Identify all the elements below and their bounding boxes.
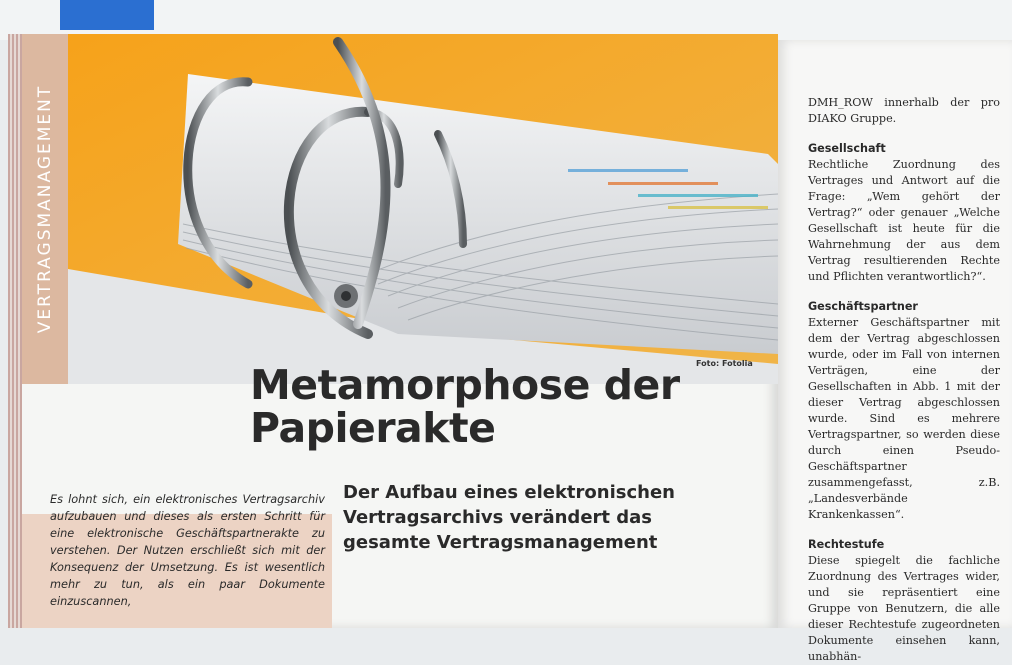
section-text-rechtestufe: Diese spiegelt die fachliche Zuordnung des Vertrages wider, und sie repräsentiert eine Gruppe von Benutzern, die alle dieser Rechtestufe zugeordneten Dokumente einsehen kann, unabhän- <box>808 554 1000 663</box>
right-text-column <box>808 95 1000 665</box>
section-heading-gesellschaft: Gesellschaft <box>808 142 886 155</box>
page-edges <box>8 34 22 628</box>
headline-line-1: Metamorphose der <box>250 361 680 409</box>
article-subheadline: Der Aufbau eines elektronischen Vertragsarchivs verändert das gesamte Vertragsmanagement <box>343 482 675 553</box>
column-opening-text: DMH_ROW innerhalb der pro DIAKO Gruppe. <box>808 96 1000 125</box>
section-heading-rechtestufe: Rechtestufe <box>808 538 885 551</box>
scan-blue-tab <box>60 0 154 30</box>
binder-photo <box>68 34 778 384</box>
photo-credit: Foto: Fotolia <box>696 359 753 368</box>
section-text-geschaeftspartner: Externer Geschäftspartner mit dem der Vertrag abgeschlossen wurde, oder im Fall von internen Verträgen, eine der Gesellschaften in Abb. 1 mit der dieser Vertrag abgeschlossen wurde. Sind es mehrere Vertragspartner, so werden diese durch einen Pseudo-Geschäftspartner zusammengefasst, z.B. „Landesverbände Krankenkassen“. <box>808 316 1000 521</box>
headline-line-2: Papierakte <box>250 404 496 452</box>
section-text-gesellschaft: Rechtliche Zuordnung des Vertrages und Antwort auf die Frage: „Wem gehört der Vertrag?“ oder genauer „Welche Gesellschaft ist heute für die Wahrnehmung der aus dem Vertrag resultierenden Rechte und Pflichten verantwortlich?“. <box>808 158 1000 283</box>
article-headline <box>250 361 730 452</box>
intro-text: Es lohnt sich, ein elektronisches Vertragsarchiv aufzubauen und dieses als ersten Schritt für eine elektronische Geschäftspartnerakte zu verstehen. Der Nutzen erschließt sich mit der Konsequenz der Umsetzung. Es ist wesentlich mehr zu tun, als ein paar Dokumente einzuscannen, <box>50 493 325 608</box>
section-heading-geschaeftspartner: Geschäftspartner <box>808 300 918 313</box>
section-label: VERTRAGSMANAGEMENT <box>35 84 55 334</box>
